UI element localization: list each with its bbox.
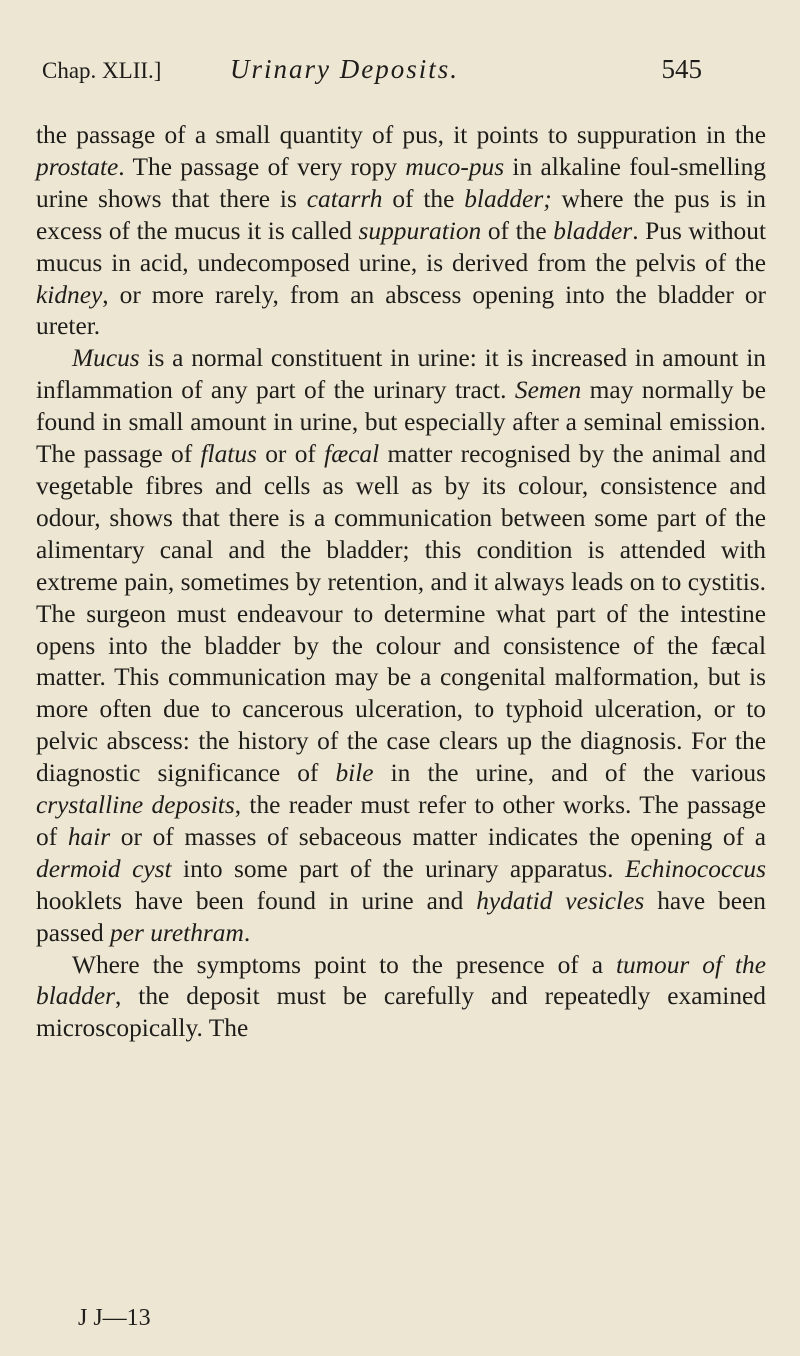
body-text xyxy=(36,120,766,1045)
text-run: Where the symptoms point to the presence of a xyxy=(72,950,616,979)
paragraph xyxy=(36,343,766,949)
text-run: the passage of a small quantity of pus, it points to suppuration in the xyxy=(36,121,766,149)
text-run: , the reader must refer to other works. The passage of xyxy=(36,791,766,851)
italic-term: hydatid vesicles xyxy=(476,886,645,915)
text-run: . The passage of very ropy xyxy=(118,152,406,181)
italic-term: per urethram xyxy=(110,918,244,947)
running-head xyxy=(36,50,766,94)
text-run: , the deposit must be carefully and repeatedly examined microscopically. The xyxy=(36,982,766,1043)
text-run: have been passed xyxy=(36,886,766,947)
signature-mark: J J—13 xyxy=(78,1305,151,1331)
italic-term: catarrh xyxy=(306,184,383,213)
text-run: in the urine, and of the various xyxy=(373,759,767,788)
text-run: into some part of the urinary apparatus. xyxy=(171,854,625,883)
italic-term: kidney xyxy=(36,280,103,309)
italic-term: prostate xyxy=(36,152,119,181)
paragraph xyxy=(36,950,766,1046)
italic-term: fæcal xyxy=(324,440,380,469)
italic-term: bladder; xyxy=(464,184,552,213)
text-run: may normally be found in small amount in urine, but especially after a seminal emission. The passage of xyxy=(36,376,766,469)
italic-term: Echinococcus xyxy=(625,854,766,883)
running-title: Urinary Deposits. xyxy=(230,54,459,84)
italic-term: bladder xyxy=(553,216,633,245)
page-number: 545 xyxy=(661,54,702,84)
text-run: in alkaline foul-smelling urine shows that there is xyxy=(36,152,767,213)
text-run: hooklets have been found in urine and xyxy=(36,886,477,915)
italic-term: tumour of the bladder xyxy=(36,950,766,1011)
text-run: or of masses of sebaceous matter indicates the opening of a xyxy=(110,822,766,851)
text-run: . xyxy=(243,918,251,947)
italic-term: flatus xyxy=(200,440,257,469)
chapter-label: Chap. XLII.] xyxy=(42,58,162,83)
text-run: where the pus is in excess of the mucus it is called xyxy=(36,184,766,245)
text-run: is a normal constituent in urine: it is increased in amount in inflammation of any part of the urinary tract. xyxy=(36,344,766,405)
text-run: matter recognised by the animal and vegetable fibres and cells as well as by its colour, consistence and odour, shows that there is a communication between some part of the alimentary canal and the bladder; this condition is attended with extreme pain, sometimes by retention, and it always leads on to cystitis. The surgeon must endeavour to determine what part of the intestine opens into the bladder by the colour and consistence of the fæcal matter. This communication may be a congenital malformation, but is more often due to cancerous ulceration, to typhoid ulceration, or to pelvic abscess: the history of the case clears up the diagnosis. For the diagnostic significance of xyxy=(36,440,766,788)
italic-term: hair xyxy=(67,822,111,851)
text-run: of the xyxy=(481,216,554,245)
italic-term: suppuration xyxy=(358,216,482,245)
italic-term: dermoid cyst xyxy=(36,854,172,883)
text-run: or of xyxy=(256,440,325,469)
text-run: . Pus without mucus in acid, undecomposed urine, is derived from the pelvis of the xyxy=(36,216,766,277)
italic-term: muco-pus xyxy=(405,152,505,181)
paragraph xyxy=(36,120,766,343)
italic-term: Mucus xyxy=(72,344,140,373)
text-run: of the xyxy=(382,184,465,213)
text-run: , or more rarely, from an abscess opening into the bladder or ureter. xyxy=(36,280,766,341)
italic-term: bile xyxy=(335,759,374,788)
italic-term: crystalline deposits xyxy=(36,791,235,820)
italic-term: Semen xyxy=(514,376,582,405)
